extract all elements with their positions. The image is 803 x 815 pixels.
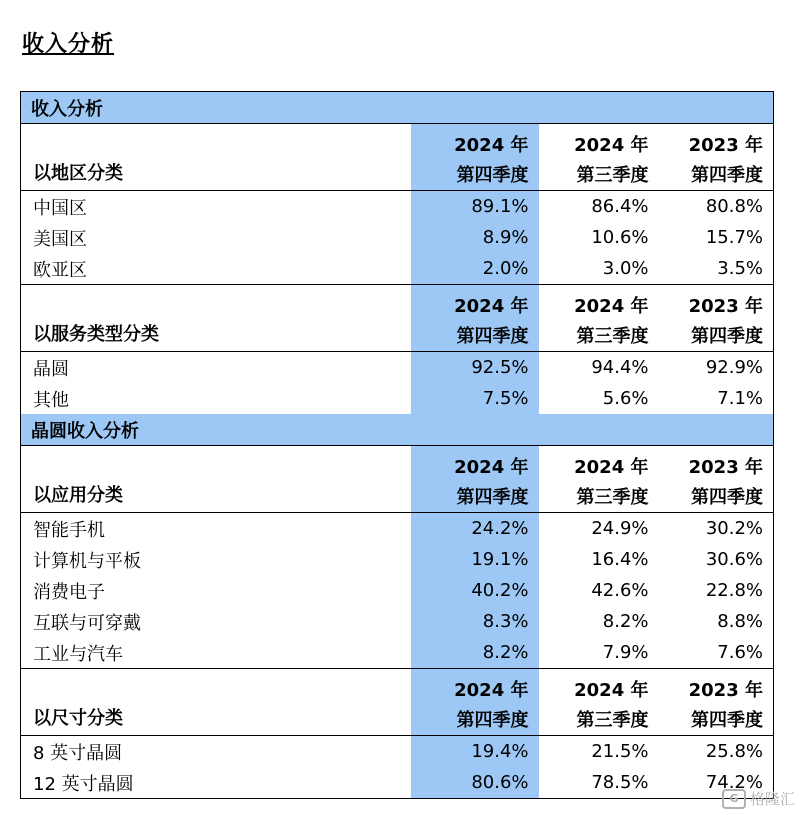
column-header-year: 2023 年 xyxy=(688,135,763,156)
header-spacer xyxy=(21,669,411,703)
table-row xyxy=(21,575,774,606)
table-row xyxy=(21,513,774,545)
column-header-quarter: 第四季度 xyxy=(659,702,774,736)
value-cell: 19.1% xyxy=(411,544,539,575)
header-spacer xyxy=(21,124,411,158)
table-row xyxy=(21,191,774,223)
value-cell: 19.4% xyxy=(411,736,539,768)
column-header-row xyxy=(21,479,774,513)
value-cell: 80.8% xyxy=(705,196,763,217)
table-row xyxy=(21,767,774,799)
column-header-year: 2024 年 xyxy=(411,285,539,319)
column-header-quarter: 第四季度 xyxy=(659,479,774,513)
revenue-analysis-table xyxy=(20,91,774,799)
column-header-year: 2023 年 xyxy=(659,669,774,703)
column-header-year: 2024 年 xyxy=(539,669,659,703)
column-header-quarter: 第三季度 xyxy=(539,318,659,352)
column-header-quarter: 第四季度 xyxy=(411,702,539,736)
column-header-row xyxy=(21,124,774,158)
column-header-quarter: 第四季度 xyxy=(659,157,774,191)
value-cell: 22.8% xyxy=(705,580,763,601)
column-header-year: 2024 年 xyxy=(574,457,649,478)
column-header-row xyxy=(21,446,774,480)
value-cell: 40.2% xyxy=(411,575,539,606)
row-label: 8 英寸晶圆 xyxy=(33,742,123,764)
section-header-row xyxy=(21,92,774,124)
column-header-quarter: 第四季度 xyxy=(411,157,539,191)
value-cell: 3.0% xyxy=(602,258,649,279)
value-cell: 24.9% xyxy=(591,518,649,539)
value-cell: 16.4% xyxy=(591,549,649,570)
column-header-quarter: 第四季度 xyxy=(411,318,539,352)
column-header-year: 2024 年 xyxy=(539,285,659,319)
section-title: 收入分析 xyxy=(21,92,774,124)
column-header-quarter: 第四季度 xyxy=(411,479,539,513)
row-label: 晶圆 xyxy=(33,358,69,380)
column-header-year: 2023 年 xyxy=(688,457,763,478)
table-row xyxy=(21,606,774,637)
category-label: 以地区分类 xyxy=(21,157,411,191)
row-label: 其他 xyxy=(33,389,69,411)
value-cell: 25.8% xyxy=(705,741,763,762)
value-cell: 2.0% xyxy=(411,253,539,285)
value-cell: 21.5% xyxy=(591,741,649,762)
section-title: 晶圆收入分析 xyxy=(21,414,774,446)
column-header-year: 2023 年 xyxy=(659,285,774,319)
value-cell: 92.9% xyxy=(705,357,763,378)
column-header-quarter: 第四季度 xyxy=(659,318,774,352)
column-header-row xyxy=(21,702,774,736)
value-cell: 7.6% xyxy=(717,642,763,663)
table-row xyxy=(21,736,774,768)
row-label: 中国区 xyxy=(33,197,87,219)
value-cell: 92.5% xyxy=(411,352,539,384)
row-label: 智能手机 xyxy=(33,519,105,541)
value-cell: 74.2% xyxy=(705,772,763,793)
column-header-quarter: 第三季度 xyxy=(539,702,659,736)
value-cell: 8.2% xyxy=(602,611,649,632)
row-label: 计算机与平板 xyxy=(33,550,141,572)
value-cell: 7.9% xyxy=(602,642,649,663)
column-header-row xyxy=(21,157,774,191)
column-header-row xyxy=(21,285,774,319)
row-label: 12 英寸晶圆 xyxy=(33,773,134,795)
value-cell: 42.6% xyxy=(591,580,649,601)
row-label: 美国区 xyxy=(33,228,87,250)
table-row xyxy=(21,383,774,414)
value-cell: 80.6% xyxy=(411,767,539,799)
value-cell: 86.4% xyxy=(591,196,649,217)
category-label: 以服务类型分类 xyxy=(21,318,411,352)
value-cell: 3.5% xyxy=(717,258,763,279)
watermark-text: 格隆汇 xyxy=(749,790,795,808)
value-cell: 30.2% xyxy=(705,518,763,539)
watermark-logo-icon: G xyxy=(722,789,746,809)
value-cell: 15.7% xyxy=(705,227,763,248)
column-header-row xyxy=(21,669,774,703)
value-cell: 7.1% xyxy=(717,388,763,409)
column-header-year: 2024 年 xyxy=(411,669,539,703)
table-row xyxy=(21,222,774,253)
section-header-row xyxy=(21,414,774,446)
row-label: 欧亚区 xyxy=(33,259,87,281)
value-cell: 8.8% xyxy=(717,611,763,632)
column-header-quarter: 第三季度 xyxy=(539,157,659,191)
column-header-year: 2024 年 xyxy=(574,135,649,156)
value-cell: 8.2% xyxy=(411,637,539,669)
page-title: 收入分析 xyxy=(22,32,115,57)
row-label: 互联与可穿戴 xyxy=(33,612,141,634)
table-row xyxy=(21,544,774,575)
column-header-row xyxy=(21,318,774,352)
watermark xyxy=(722,788,795,809)
value-cell: 7.5% xyxy=(411,383,539,414)
value-cell: 24.2% xyxy=(411,513,539,545)
column-header-year: 2024 年 xyxy=(411,446,539,480)
row-label: 消费电子 xyxy=(33,581,105,603)
header-spacer xyxy=(21,285,411,319)
value-cell: 8.9% xyxy=(411,222,539,253)
table-row xyxy=(21,352,774,384)
value-cell: 5.6% xyxy=(602,388,649,409)
table-row xyxy=(21,253,774,285)
value-cell: 94.4% xyxy=(591,357,649,378)
category-label: 以应用分类 xyxy=(21,479,411,513)
value-cell: 78.5% xyxy=(591,772,649,793)
header-spacer xyxy=(21,446,411,480)
row-label: 工业与汽车 xyxy=(33,643,123,665)
column-header-quarter: 第三季度 xyxy=(539,479,659,513)
value-cell: 8.3% xyxy=(411,606,539,637)
table-row xyxy=(21,637,774,669)
value-cell: 89.1% xyxy=(411,191,539,223)
category-label: 以尺寸分类 xyxy=(21,702,411,736)
value-cell: 30.6% xyxy=(705,549,763,570)
value-cell: 10.6% xyxy=(591,227,649,248)
column-header-year: 2024 年 xyxy=(411,124,539,158)
